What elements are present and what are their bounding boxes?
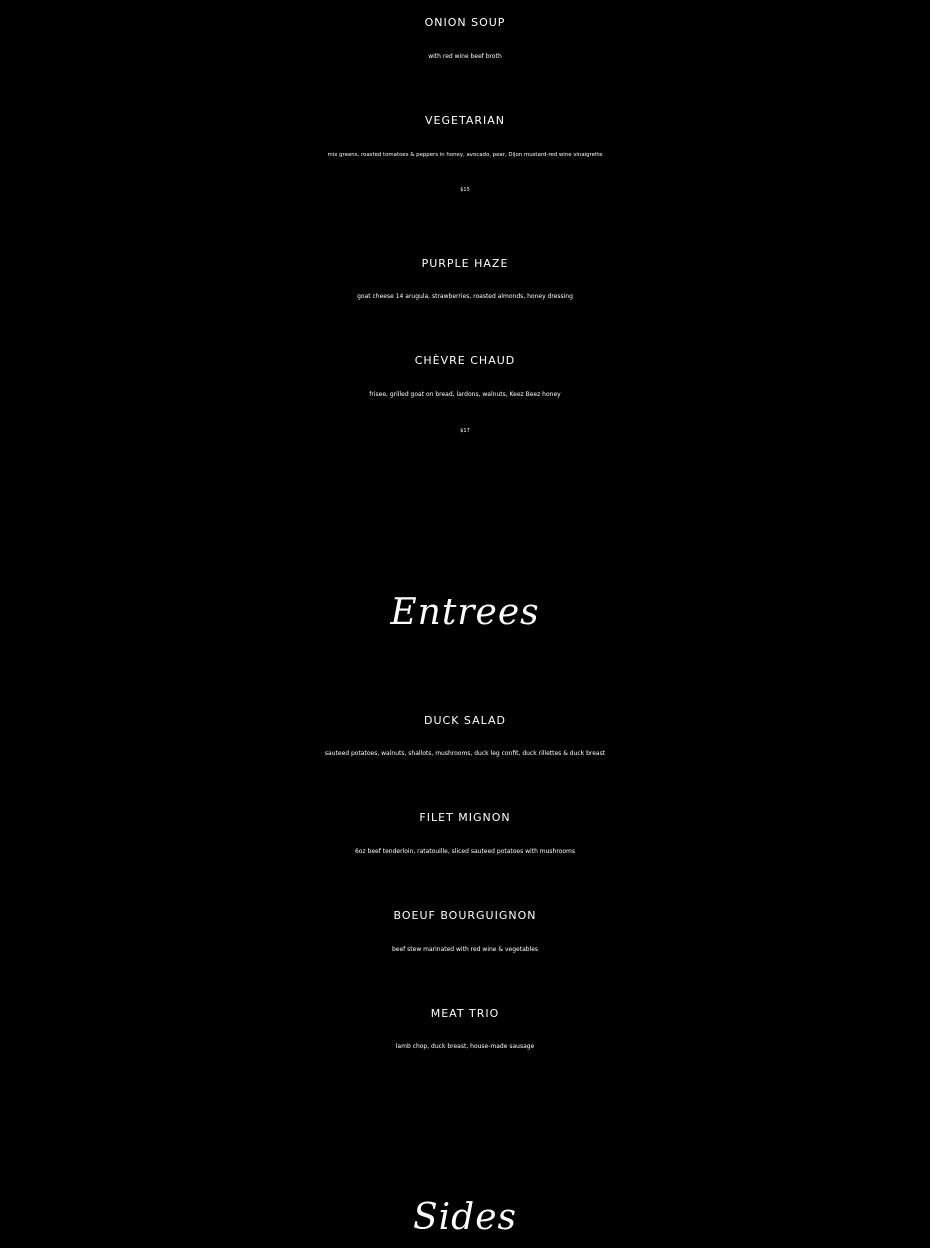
menu-item-name: PURPLE HAZE [421,257,509,270]
menu-item-description: sauteed potatoes, walnuts, shallots, mushrooms, duck leg confit, duck rillettes & duck breast [324,750,606,757]
menu-item-description: with red wine beef broth [428,53,502,60]
menu-item-name: ONION SOUP [424,16,506,29]
menu-item-name: MEAT TRIO [430,1007,500,1020]
menu-item-description: beef stew marinated with red wine & vegetables [391,946,539,953]
menu-item-name: VEGETARIAN [425,114,505,127]
menu-item-description: mix greens, roasted tomatoes & peppers in honey, avocado, pear, Dijon mustard-red wine vinaigrette [327,152,603,158]
menu-item-name: BOEUF BOURGUIGNON [393,909,537,922]
menu-item-description: goat cheese 14 arugula, strawberries, roasted almonds, honey dressing [357,293,573,300]
menu-item-price: $17 [460,428,470,434]
menu-item-name: DUCK SALAD [424,714,506,727]
menu-item-price: $15 [460,187,470,193]
menu-item-name: FILET MIGNON [419,811,511,824]
menu-item-description: lamb chop, duck breast, house-made sausage [395,1043,535,1050]
section-heading: Sides [413,1197,517,1238]
section-heading: Entrees [390,592,540,633]
menu-item-description: 6oz beef tenderloin, ratatouille, sliced sauteed potatoes with mushrooms [354,848,576,855]
menu-item-name: CHÈVRE CHAUD [414,354,516,367]
menu-item-description: frisee, grilled goat on bread, lardons, walnuts, Keez Beez honey [369,391,561,398]
